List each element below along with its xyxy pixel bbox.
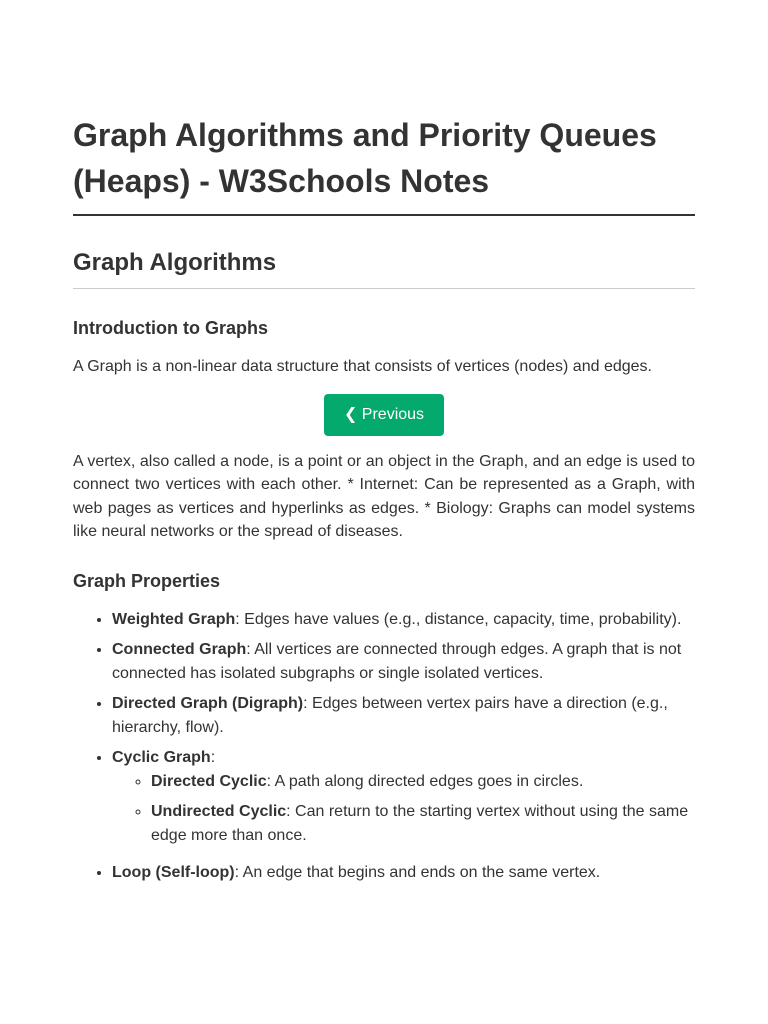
button-row bbox=[73, 394, 695, 436]
intro-paragraph: A Graph is a non-linear data structure that consists of vertices (nodes) and edges. bbox=[73, 358, 652, 375]
desc-loop: : An edge that begins and ends on the same vertex. bbox=[234, 864, 601, 881]
desc-directed: : Edges between vertex pairs have a direction (e.g., hierarchy, flow). bbox=[112, 695, 668, 736]
intro-heading: Introduction to Graphs bbox=[73, 318, 268, 338]
term-directed-cyclic: Directed Cyclic bbox=[151, 772, 267, 790]
properties-list bbox=[73, 608, 695, 885]
list-item bbox=[112, 638, 695, 685]
previous-button[interactable]: ❮ Previous bbox=[324, 394, 444, 436]
term-weighted: Weighted Graph bbox=[112, 610, 236, 628]
desc-directed-cyclic: : A path along directed edges goes in circles. bbox=[266, 772, 584, 790]
term-loop: Loop (Self-loop) bbox=[112, 864, 235, 881]
list-item bbox=[112, 861, 695, 885]
page-title: Graph Algorithms and Priority Queues (Heaps) - W3Schools Notes bbox=[73, 0, 695, 216]
properties-heading: Graph Properties bbox=[73, 570, 221, 591]
desc-undirected-cyclic: : Can return to the starting vertex without using the same edge more than once. bbox=[151, 803, 689, 844]
list-item bbox=[151, 800, 695, 847]
list-item bbox=[151, 770, 695, 794]
section-title: Graph Algorithms bbox=[73, 246, 695, 289]
vertex-paragraph: A vertex, also called a node, is a point or an object in the Graph, and an edge is used to connect two vertices with each other. * Internet: Can be represented as a Graph, with web pages as vertices and hyperlinks as edges. * Biology: Graphs can model systems like neural networks or the spread of diseases. bbox=[73, 452, 695, 540]
cyclic-sublist bbox=[112, 770, 695, 848]
term-directed: Directed Graph (Digraph) bbox=[112, 695, 304, 712]
desc-cyclic: : bbox=[210, 749, 216, 766]
term-connected: Connected Graph bbox=[112, 641, 247, 658]
term-cyclic: Cyclic Graph bbox=[112, 749, 211, 766]
desc-connected: : All vertices are connected through edges. A graph that is not connected has isolated subgraphs or single isolated vertices. bbox=[112, 641, 682, 682]
list-item bbox=[112, 746, 695, 847]
list-item bbox=[112, 692, 695, 739]
term-undirected-cyclic: Undirected Cyclic bbox=[151, 803, 287, 820]
list-item bbox=[112, 608, 695, 632]
desc-weighted: : Edges have values (e.g., distance, capacity, time, probability). bbox=[235, 610, 682, 628]
